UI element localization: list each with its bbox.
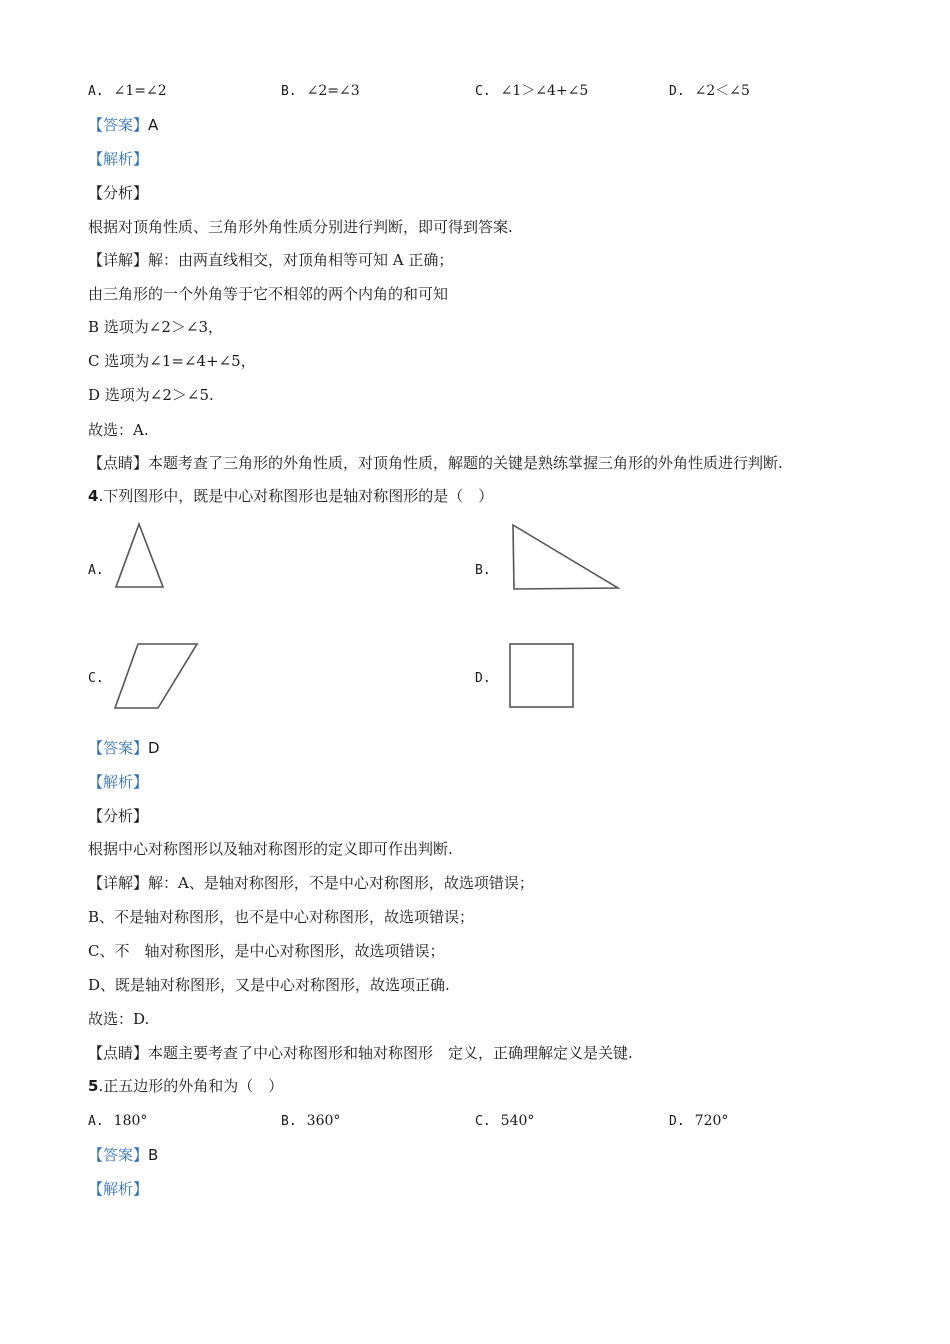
option-letter: D. xyxy=(669,84,685,99)
q3-detail-line: B 选项为∠2＞∠3， xyxy=(88,318,224,336)
option-letter: B. xyxy=(281,1114,297,1129)
detail-tag: 【详解】 xyxy=(88,874,149,892)
q3-detail-line: 故选：A. xyxy=(88,421,149,439)
isosceles-triangle-figure xyxy=(110,520,170,592)
option-text: ∠1＞∠4+∠5 xyxy=(500,83,589,99)
q3-option-a xyxy=(88,81,167,102)
option-letter: D. xyxy=(475,671,491,686)
question-number: 4 xyxy=(88,487,99,505)
q4-detail-line: C、不 轴对称图形，是中心对称图形，故选项错误； xyxy=(88,942,445,960)
detail-tag: 【详解】 xyxy=(88,251,149,269)
comment-tag: 【点睛】 xyxy=(88,1044,149,1062)
option-text: ∠1=∠2 xyxy=(113,83,167,99)
q4-analysis-tag: 【解析】 xyxy=(88,773,149,791)
option-letter: B. xyxy=(281,84,297,99)
q3-fenxi-text: 根据对顶角性质、三角形外角性质分别进行判断，即可得到答案. xyxy=(88,218,513,236)
right-triangle-figure xyxy=(508,520,624,594)
q3-comment xyxy=(88,453,783,473)
q4-detail-line: 故选：D. xyxy=(88,1010,150,1028)
answer-tag: 【答案】 xyxy=(88,116,149,134)
q4-option-b-label xyxy=(475,560,501,581)
option-letter: A. xyxy=(88,563,104,578)
question-number: 5 xyxy=(88,1077,99,1095)
q3-detail-line: C 选项为∠1=∠4+∠5， xyxy=(88,352,256,370)
q4-detail-line xyxy=(88,873,534,893)
q3-fenxi-tag: 【分析】 xyxy=(88,184,149,202)
option-letter: B. xyxy=(475,563,491,578)
answer-tag: 【答案】 xyxy=(88,739,149,757)
comment-text: 本题主要考查了中心对称图形和轴对称图形 定义，正确理解定义是关键. xyxy=(148,1044,633,1062)
q3-detail-line: D 选项为∠2＞∠5. xyxy=(88,386,214,404)
answer-tag: 【答案】 xyxy=(88,1146,149,1164)
option-letter: C. xyxy=(88,671,104,686)
answer-value: D xyxy=(148,739,160,757)
comment-text: 本题考查了三角形的外角性质，对顶角性质，解题的关键是熟练掌握三角形的外角性质进行判断. xyxy=(148,454,783,472)
q4-detail-line: D、既是轴对称图形，又是中心对称图形，故选项正确. xyxy=(88,976,450,994)
parallelogram-figure xyxy=(110,638,204,714)
q3-detail-line: 由三角形的一个外角等于它不相邻的两个内角的和可知 xyxy=(88,285,449,303)
q5-analysis-tag: 【解析】 xyxy=(88,1180,149,1198)
q4-fenxi-text: 根据中心对称图形以及轴对称图形的定义即可作出判断. xyxy=(88,840,453,858)
option-letter: A. xyxy=(88,1114,104,1129)
q3-option-b xyxy=(281,81,360,102)
q4-answer xyxy=(88,738,160,758)
option-text: 360° xyxy=(306,1113,341,1129)
q4-stem xyxy=(88,486,493,506)
comment-tag: 【点睛】 xyxy=(88,454,149,472)
q3-detail-line xyxy=(88,250,453,270)
option-letter: D. xyxy=(669,1114,685,1129)
q3-analysis-tag: 【解析】 xyxy=(88,150,149,168)
square-figure xyxy=(505,638,579,712)
question-text: .下列图形中，既是中心对称图形也是轴对称图形的是（ ） xyxy=(98,487,494,505)
q3-option-c xyxy=(475,81,588,102)
answer-value: B xyxy=(148,1146,159,1164)
option-text: ∠2=∠3 xyxy=(306,83,360,99)
option-letter: C. xyxy=(475,1114,491,1129)
option-text: 720° xyxy=(694,1113,729,1129)
option-text: 180° xyxy=(113,1113,148,1129)
q3-option-d xyxy=(669,81,750,102)
q4-comment xyxy=(88,1043,633,1063)
option-letter: C. xyxy=(475,84,491,99)
option-text: ∠2＜∠5 xyxy=(694,83,750,99)
q4-option-d-label xyxy=(475,668,501,689)
q3-answer xyxy=(88,115,158,135)
q5-answer xyxy=(88,1145,158,1165)
q5-option-d xyxy=(669,1111,728,1132)
option-letter: A. xyxy=(88,84,104,99)
detail-text: 解：A、是轴对称图形，不是中心对称图形，故选项错误； xyxy=(148,874,534,892)
q5-option-b xyxy=(281,1111,340,1132)
q4-detail-line: B、不是轴对称图形，也不是中心对称图形，故选项错误； xyxy=(88,908,475,926)
q5-stem xyxy=(88,1076,283,1096)
option-text: 540° xyxy=(500,1113,535,1129)
q5-option-a xyxy=(88,1111,147,1132)
detail-text: 解：由两直线相交，对顶角相等可知 A 正确； xyxy=(148,251,454,269)
answer-value: A xyxy=(148,116,159,134)
question-text: .正五边形的外角和为（ ） xyxy=(98,1077,284,1095)
q4-fenxi-tag: 【分析】 xyxy=(88,807,149,825)
q5-option-c xyxy=(475,1111,534,1132)
